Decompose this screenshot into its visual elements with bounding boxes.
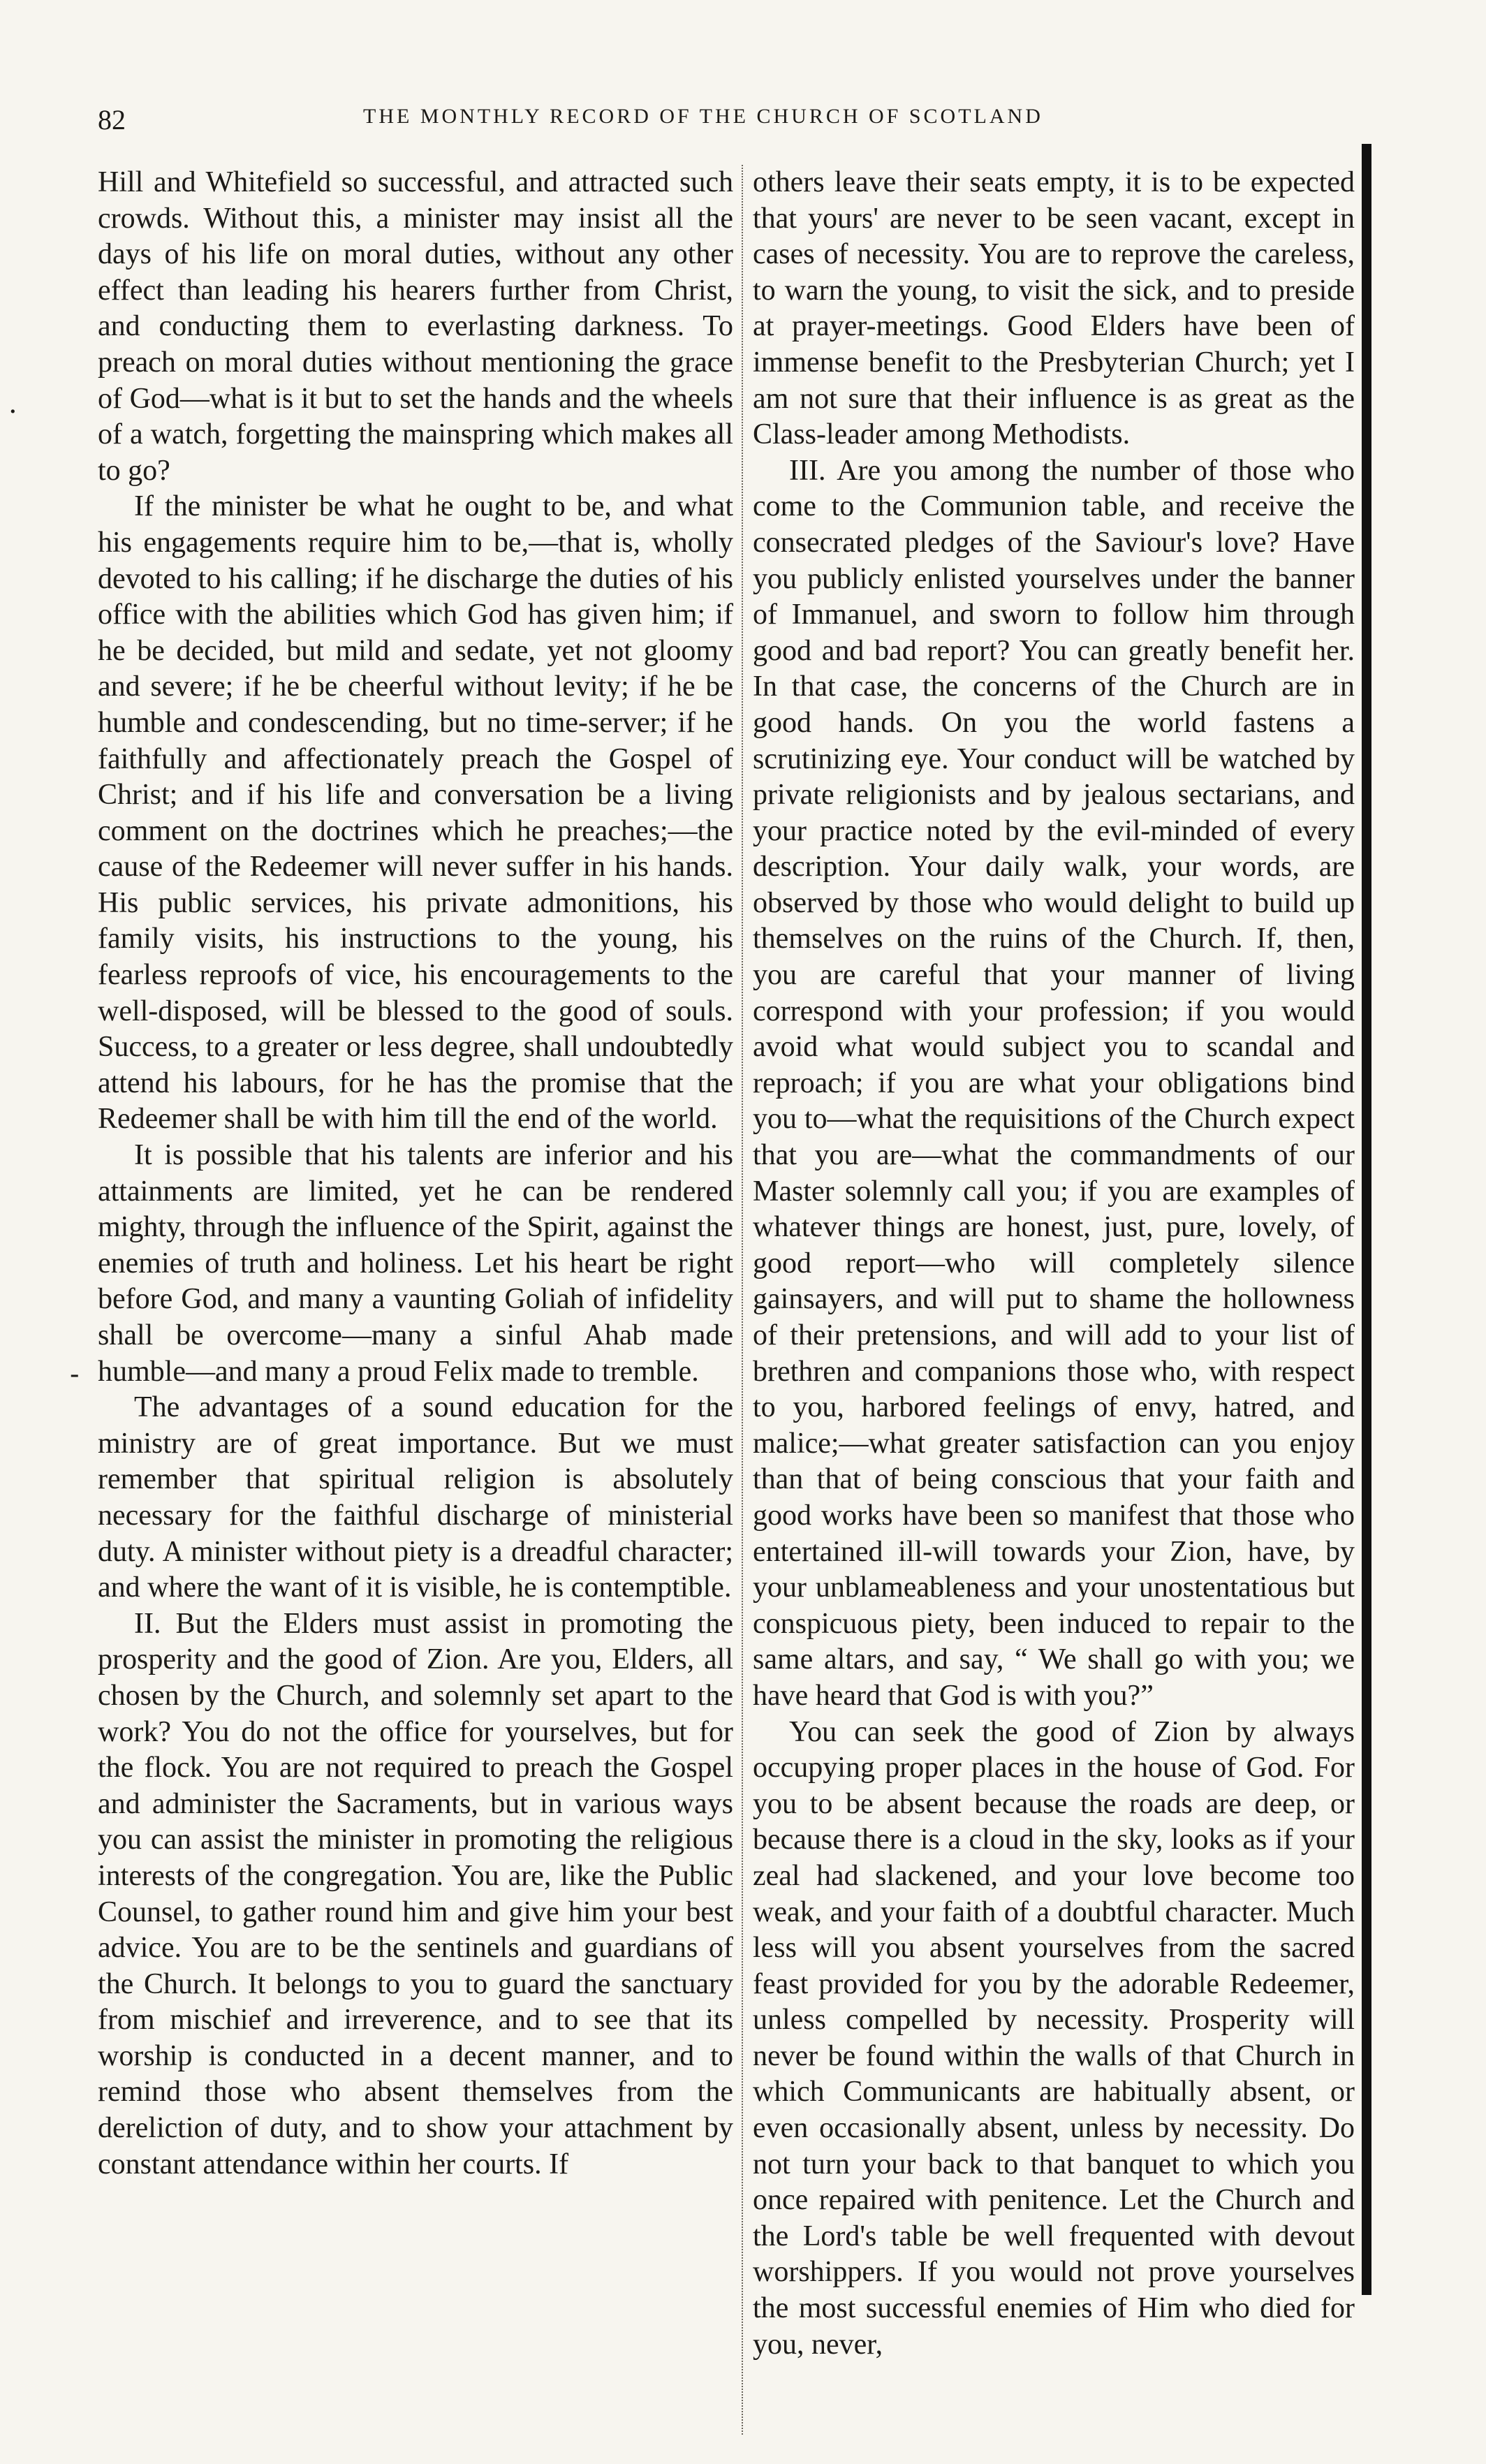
running-head: THE MONTHLY RECORD OF THE CHURCH OF SCOTLAND (363, 105, 1043, 128)
paragraph: You can seek the good of Zion by always occupying proper places in the house of God. For you to be absent because the roads are deep, or because there is a cloud in the sky, looks as if your zeal had slackened, and your love become too weak, and your faith of a doubtful character. Much less will you absent yourselves from the sacred feast provided for you by the adorable Redeemer, unless compelled by necessity. Prosperity will never be found within the walls of that Church in which Communicants are habitually absent, or even occasionally absent, unless by necessity. Do not turn your back to that banquet to which you once repaired with penitence. Let the Church and the Lord's table be well frequented with devout worshippers. If you would not prove yourselves the most successful enemies of Him who died for you, never, (753, 1715, 1355, 2361)
paragraph: II. But the Elders must assist in promoting the prosperity and the good of Zion. Are you, Elders, all chosen by the Church, and solemnly set apart to the work? You do not the office for yourselves, but for the flock. You are not required to preach the Gospel and administer the Sacraments, but in various ways you can assist the minister in promoting the religious interests of the congregation. You are, like the Public Counsel, to gather round him and give him your best advice. You are to be the sentinels and guardians of the Church. It belongs to you to guard the sanctuary from mischief and irreverence, and to see that its worship is conducted in a decent manner, and to remind those who absent themselves from the dereliction of duty, and to show your attachment by constant attendance within her courts. If (98, 1607, 733, 2180)
paragraph: It is possible that his talents are inferior and his attainments are limited, yet he can be rendered mighty, through the influence of the Spirit, against the enemies of truth and holiness. Let his heart be right before God, and many a vaunting Goliah of infidelity shall be overcome—many a sinful Ahab made humble—and many a proud Felix made to tremble. (98, 1139, 733, 1388)
page-number: 82 (98, 104, 126, 135)
paragraph: others leave their seats empty, it is to be expected that yours' are never to be seen vacant, except in cases of necessity. You are to reprove the careless, to warn the young, to visit the sick, and to preside at prayer-meetings. Good Elders have been of immense benefit to the Presbyterian Church; yet I am not sure that their influence is as great as the Class-leader among Methodists. (753, 166, 1355, 451)
left-column (98, 165, 733, 2442)
paragraph: The advantages of a sound education for the ministry are of great importance. But we must remember that spiritual religion is absolutely necessary for the faithful discharge of ministerial duty. A minister without piety is a dreadful character; and where the want of it is visible, he is contemptible. (98, 1391, 733, 1604)
margin-dot: · (8, 396, 17, 428)
paragraph: If the minister be what he ought to be, and what his engagements require him to be,—that is, wholly devoted to his calling; if he discharge the duties of his office with the abilities which God has given him; if he be decided, but mild and sedate, yet not gloomy and severe; if he be cheerful without levity; if he be humble and condescending, but no time-server; if he faithfully and affectionately preach the Gospel of Christ; and if his life and conversation be a living comment on the doctrines which he preaches;—the cause of the Redeemer will never suffer in his hands. His public services, his private admonitions, his family visits, his instructions to the young, his fearless reproofs of vice, his encouragements to the well-disposed, will be blessed to the good of souls. Success, to a greater or less degree, shall undoubtedly attend his labours, for he has the promise that the Redeemer shall be with him till the end of the world. (98, 490, 733, 1136)
paragraph: Hill and Whitefield so successful, and attracted such crowds. Without this, a minister may insist all the days of his life on moral duties, without any other effect than leading his hearers further from Christ, and conducting them to everlasting darkness. To preach on moral duties without mentioning the grace of God—what is it but to set the hands and the wheels of a watch, forgetting the mainspring which makes all to go? (98, 166, 733, 487)
right-column (753, 165, 1355, 2442)
margin-dash: - (70, 1358, 80, 1391)
page-header (98, 103, 1159, 138)
column-divider (742, 165, 743, 2435)
page-edge-shadow (1362, 144, 1371, 2295)
paragraph: III. Are you among the number of those who come to the Communion table, and receive the consecrated pledges of the Saviour's love? Have you publicly enlisted yourselves under the banner of Immanuel, and sworn to follow him through good and bad report? You can greatly benefit her. In that case, the concerns of the Church are in good hands. On you the world fastens a scrutinizing eye. Your conduct will be watched by private religionists and by jealous sectarians, and your practice noted by the evil-minded of every description. Your daily walk, your words, are observed by those who would delight to build up themselves on the ruins of the Church. If, then, you are careful that your manner of living correspond with your profession; if you would avoid what would subject you to scandal and reproach; if you are what your obligations bind you to—what the requisitions of the Church expect that you are—what the commandments of our Master solemnly call you; if you are examples of whatever things are honest, just, pure, lovely, of good report—who will completely silence gainsayers, and will put to shame the hollowness of their pretensions, and will add to your list of brethren and companions those who, with respect to you, harbored feelings of envy, hatred, and malice;—what greater satisfaction can you enjoy than that of being conscious that your faith and good works have been so manifest that those who entertained ill-will towards your Zion, have, by your unblameableness and your unostentatious but conspicuous piety, been induced to repair to the same altars, and say, “ We shall go with you; we have heard that God is with you?” (753, 454, 1355, 1712)
